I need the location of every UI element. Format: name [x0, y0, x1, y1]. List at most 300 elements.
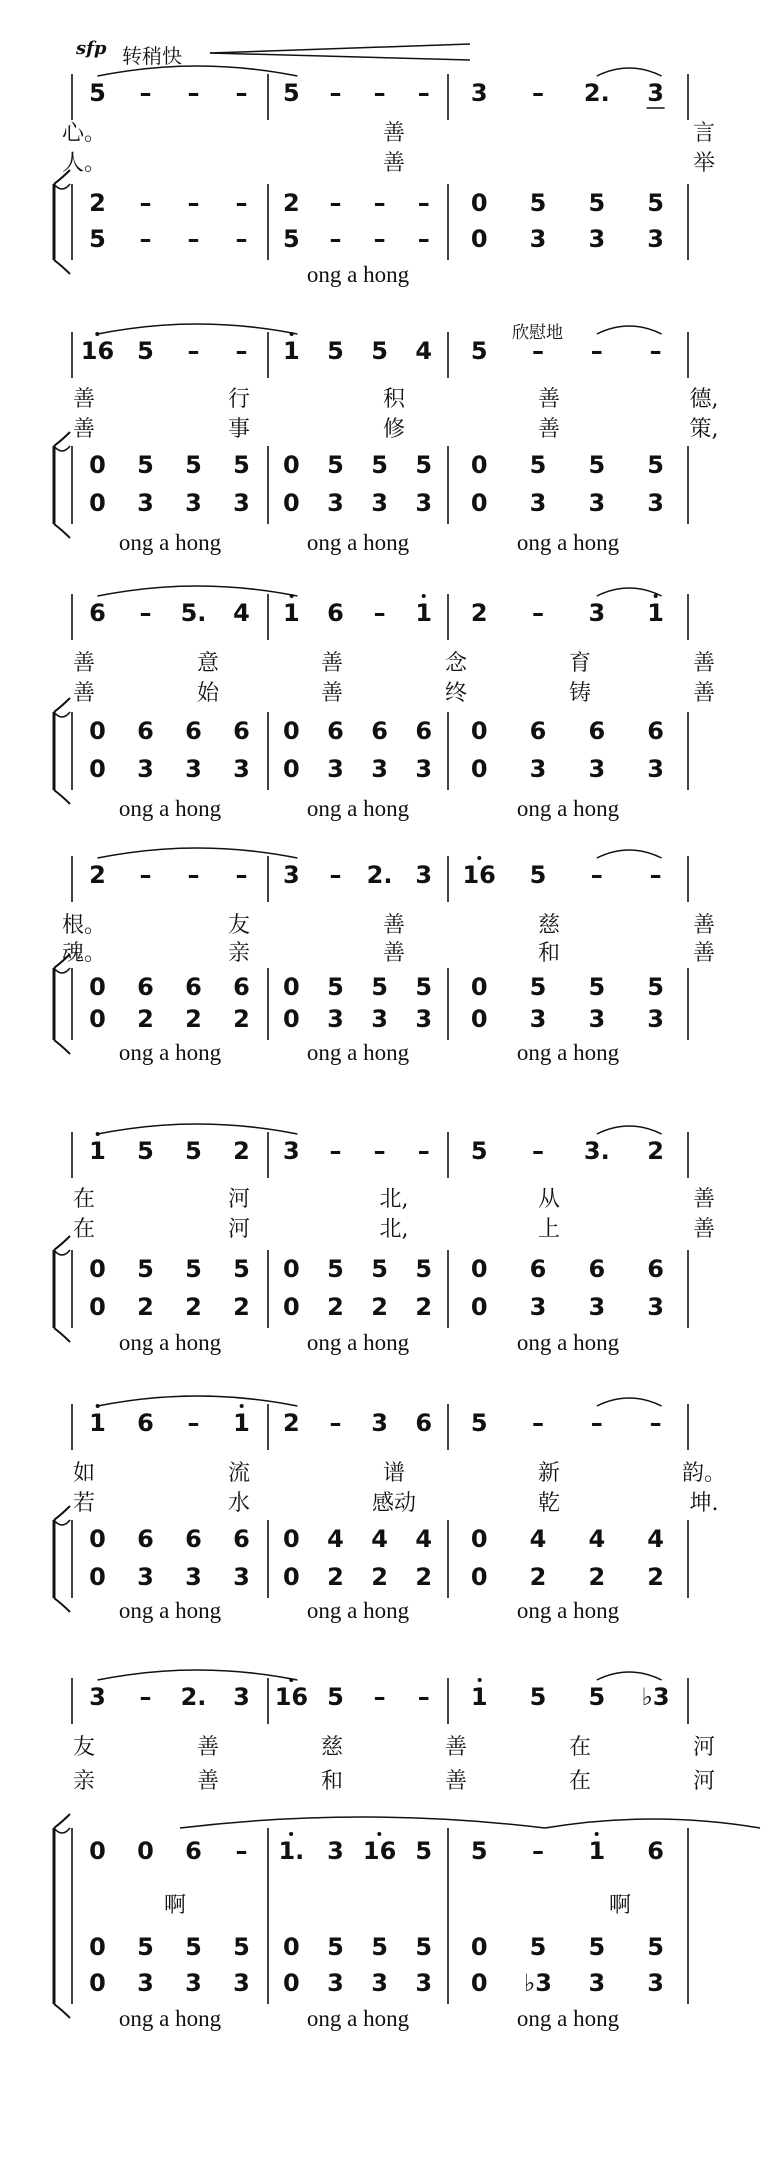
note-digit: – — [417, 79, 430, 107]
note-digit: 0 — [283, 1563, 300, 1591]
jianpu-note — [415, 1970, 432, 1996]
jianpu-note — [371, 1564, 388, 1590]
jianpu-note — [89, 1564, 106, 1590]
jianpu-note — [89, 862, 106, 888]
high-octave-dot — [422, 594, 426, 598]
note-digit: 6 — [529, 1255, 547, 1283]
jianpu-note — [371, 452, 388, 478]
bracket-top-curl — [54, 698, 70, 712]
jianpu-note — [137, 718, 154, 744]
note-digit: 6 — [529, 717, 547, 745]
note-digit: – — [235, 1837, 248, 1865]
note-digit: 2 — [137, 1005, 154, 1033]
jianpu-note — [588, 490, 605, 516]
note-digit: 3 — [647, 755, 664, 783]
dash-note — [532, 1138, 544, 1164]
dash-note — [418, 190, 430, 216]
note-digit: 5 — [588, 189, 606, 217]
note-digit: 5 — [233, 451, 250, 479]
jianpu-note — [233, 1256, 250, 1282]
note-digit: 3. — [583, 1137, 610, 1165]
note-digit: 3 — [470, 79, 488, 107]
jianpu-note — [588, 452, 605, 478]
jianpu-note — [471, 338, 488, 364]
bracket-top — [54, 1828, 70, 1833]
note-digit: – — [649, 861, 662, 889]
note-digit: 5 — [415, 451, 433, 479]
jianpu-note — [185, 1256, 202, 1282]
note-digit: 5 — [233, 1255, 250, 1283]
jianpu-note — [471, 1838, 488, 1864]
jianpu-note — [283, 80, 300, 106]
jianpu-note — [233, 452, 250, 478]
note-digit: 2. — [583, 79, 610, 107]
choir-syllables: ong a hong — [118, 530, 222, 555]
note-digit: 5 — [470, 1137, 488, 1165]
jianpu-note — [233, 600, 250, 626]
jianpu-note — [137, 490, 154, 516]
note-digit: 3 — [137, 489, 154, 517]
note-digit: 5 — [371, 337, 388, 365]
note-digit: 6 — [327, 599, 344, 627]
note-digit: 0 — [470, 973, 488, 1001]
melody-slur — [97, 1670, 297, 1680]
dash-note — [330, 1138, 342, 1164]
jianpu-note — [415, 490, 432, 516]
lyric-verse-2: 河 — [692, 1769, 716, 1794]
note-digit: 3 — [185, 755, 202, 783]
note-digit: – — [532, 1137, 544, 1165]
note-digit: 1 — [233, 1410, 250, 1436]
note-digit: 2 — [529, 1563, 547, 1591]
dash-note — [236, 862, 248, 888]
bracket-bottom — [54, 1328, 70, 1342]
jianpu-note — [471, 600, 488, 626]
note-digit: 5 — [327, 337, 344, 365]
tempo-marking-2: 欣慰地 — [512, 323, 563, 343]
jianpu-note — [471, 756, 488, 782]
note-digit: 5 — [371, 1255, 388, 1283]
bracket-bottom — [54, 260, 70, 274]
lyric-verse-1: 河 — [692, 1735, 716, 1760]
jianpu-note — [588, 1526, 605, 1552]
jianpu-note — [588, 190, 605, 216]
note-digit: 2 — [327, 1293, 344, 1321]
jianpu-note — [327, 1526, 344, 1552]
note-digit: 6 — [185, 1525, 202, 1553]
note-digit: 4 — [371, 1525, 388, 1553]
note-digit: 0 — [137, 1837, 154, 1865]
jianpu-note — [471, 226, 488, 252]
jianpu-note — [185, 1294, 202, 1320]
jianpu-note — [471, 80, 488, 106]
jianpu-note — [415, 1256, 432, 1282]
lyric-verse-1: 善 — [692, 651, 716, 676]
jianpu-note — [327, 600, 344, 626]
note-digit: – — [187, 337, 200, 365]
note-digit: 2 — [415, 1293, 433, 1321]
lyric-verse-1: 友 — [227, 913, 251, 938]
note-digit: 5 — [185, 1255, 202, 1283]
lyric-verse-1: 谱 — [382, 1461, 406, 1486]
jianpu-note — [647, 80, 664, 106]
note-digit: 0 — [470, 717, 488, 745]
note-digit: 2 — [89, 861, 106, 889]
jianpu-note — [471, 1934, 488, 1960]
jianpu-note — [283, 1006, 300, 1032]
melody-slur — [97, 848, 297, 858]
note-digit: 3 — [588, 225, 606, 253]
dash-note — [532, 1410, 544, 1436]
jianpu-note — [647, 452, 664, 478]
jianpu-note — [233, 1564, 250, 1590]
lyric-verse-2: 善 — [692, 1217, 716, 1242]
jianpu-note — [137, 1934, 154, 1960]
note-digit: 3 — [327, 1837, 344, 1865]
dash-note — [374, 80, 386, 106]
jianpu-note — [530, 1684, 547, 1710]
jianpu-note — [588, 718, 605, 744]
note-digit: 0 — [283, 1005, 300, 1033]
solo-lyric: 啊 — [608, 1893, 632, 1918]
note-digit: 5 — [588, 451, 606, 479]
melody-slur — [597, 1126, 662, 1134]
bracket-bottom — [54, 524, 70, 538]
lyric-verse-1: 韵。 — [681, 1461, 727, 1486]
lyric-verse-2: 乾 — [537, 1491, 561, 1516]
jianpu-note — [471, 1294, 488, 1320]
dash-note — [330, 226, 342, 252]
choir-syllables: ong a hong — [516, 2006, 620, 2031]
dash-note — [140, 190, 152, 216]
jianpu-note — [415, 1294, 432, 1320]
note-digit: 2 — [137, 1293, 154, 1321]
jianpu-note — [89, 718, 106, 744]
jianpu-note — [471, 1526, 488, 1552]
dash-note — [591, 862, 603, 888]
note-digit: 16 — [363, 1838, 396, 1864]
note-digit: 5 — [371, 451, 388, 479]
note-digit: – — [417, 225, 430, 253]
jianpu-note — [371, 1970, 388, 1996]
choir-syllables: ong a hong — [118, 2006, 222, 2031]
dash-note — [418, 1138, 430, 1164]
lyric-verse-2: 事 — [227, 417, 251, 442]
choir-syllables: ong a hong — [516, 530, 620, 555]
lyric-verse-2: 善 — [320, 681, 344, 706]
jianpu-note — [89, 756, 106, 782]
lyric-verse-2: 在 — [72, 1217, 96, 1242]
jianpu-note — [371, 490, 388, 516]
note-digit: 0 — [470, 489, 488, 517]
bracket-top — [54, 446, 70, 451]
high-octave-dot — [289, 594, 293, 598]
lyric-verse-1: 言 — [692, 121, 716, 146]
jianpu-note — [185, 1970, 202, 1996]
melody-slur — [597, 326, 662, 334]
note-digit: 4 — [529, 1525, 547, 1553]
lyric-verse-1: 行 — [227, 387, 251, 412]
lyric-verse-1: 念 — [444, 651, 468, 676]
jianpu-note — [530, 1526, 547, 1552]
note-digit: – — [649, 337, 662, 365]
note-digit: 6 — [137, 1409, 154, 1437]
note-digit: 5 — [137, 451, 154, 479]
note-digit: – — [187, 79, 200, 107]
note-digit: 5 — [137, 1255, 154, 1283]
note-digit: 5 — [283, 225, 300, 253]
jianpu-note — [283, 190, 300, 216]
bracket-top — [54, 1250, 70, 1255]
jianpu-note — [588, 1970, 605, 1996]
jianpu-note — [137, 1138, 154, 1164]
note-digit: – — [235, 189, 248, 217]
note-digit: – — [373, 225, 386, 253]
note-digit: 1 — [415, 600, 432, 626]
bracket-bottom — [54, 790, 70, 804]
jianpu-note — [415, 1934, 432, 1960]
note-digit: 3 — [371, 1409, 388, 1437]
dash-note — [330, 862, 342, 888]
note-digit: 16 — [275, 1684, 308, 1710]
lyric-verse-1: 积 — [382, 387, 406, 412]
lyric-verse-2: 铸 — [568, 681, 592, 706]
dash-note — [418, 80, 430, 106]
lyric-verse-2: 终 — [444, 681, 468, 706]
note-digit: 5 — [529, 973, 547, 1001]
bracket-top — [54, 1520, 70, 1525]
jianpu-note — [588, 1564, 605, 1590]
note-digit: 0 — [89, 489, 106, 517]
lyric-verse-2: 策, — [689, 417, 719, 442]
jianpu-note — [137, 756, 154, 782]
lyric-verse-2: 善 — [444, 1769, 468, 1794]
high-octave-dot — [595, 1832, 599, 1836]
note-digit: 0 — [470, 1005, 488, 1033]
jianpu-note — [647, 1838, 664, 1864]
jianpu-note — [530, 756, 547, 782]
dash-note — [188, 226, 200, 252]
note-digit: 0 — [283, 1933, 300, 1961]
note-digit: 6 — [371, 717, 388, 745]
note-digit: 0 — [470, 1563, 488, 1591]
choir-syllables: ong a hong — [118, 1040, 222, 1065]
note-digit: 0 — [470, 225, 488, 253]
note-digit: – — [373, 599, 386, 627]
note-digit: – — [139, 189, 152, 217]
note-digit: 0 — [283, 451, 300, 479]
bracket-bottom — [54, 1598, 70, 1612]
jianpu-note — [185, 1934, 202, 1960]
jianpu-note — [363, 1838, 396, 1864]
jianpu-note — [185, 974, 202, 1000]
note-digit: 3 — [588, 1969, 606, 1997]
note-digit: 0 — [283, 973, 300, 1001]
dash-note — [188, 338, 200, 364]
note-digit: – — [187, 1409, 200, 1437]
note-digit: 3 — [327, 755, 344, 783]
note-digit: 6 — [647, 1255, 664, 1283]
note-digit: 3 — [233, 489, 250, 517]
jianpu-note — [327, 1970, 344, 1996]
lyric-verse-1: 善 — [444, 1735, 468, 1760]
note-digit: 5 — [327, 451, 344, 479]
jianpu-note — [415, 1006, 432, 1032]
jianpu-note — [647, 1526, 664, 1552]
note-digit: 4 — [415, 1525, 433, 1553]
solo-lyric: 啊 — [163, 1893, 187, 1918]
choir-syllables: ong a hong — [516, 1040, 620, 1065]
bracket-bottom — [54, 2004, 70, 2018]
jianpu-note — [371, 1256, 388, 1282]
lyric-verse-1: 善 — [692, 913, 716, 938]
note-digit: 2 — [327, 1563, 344, 1591]
jianpu-note — [137, 974, 154, 1000]
note-digit: 4 — [588, 1525, 606, 1553]
note-digit: 3 — [415, 489, 433, 517]
lyric-verse-2: 水 — [227, 1491, 251, 1516]
melody-slur — [97, 324, 297, 334]
note-digit: 0 — [470, 451, 488, 479]
jianpu-note — [181, 600, 207, 626]
jianpu-note — [530, 718, 547, 744]
bracket-bottom — [54, 1040, 70, 1054]
note-digit: 2 — [647, 1563, 664, 1591]
note-digit: – — [139, 599, 152, 627]
jianpu-note — [185, 756, 202, 782]
note-digit: 6 — [137, 717, 154, 745]
jianpu-note — [137, 1526, 154, 1552]
jianpu-note — [471, 718, 488, 744]
jianpu-note — [647, 600, 664, 626]
jianpu-note — [89, 1410, 106, 1436]
jianpu-note — [371, 338, 388, 364]
choir-syllables: ong a hong — [306, 530, 410, 555]
note-digit: 3 — [371, 1969, 388, 1997]
high-octave-dot — [289, 1832, 293, 1836]
jianpu-note — [530, 974, 547, 1000]
jianpu-note — [137, 1256, 154, 1282]
melody-slur — [97, 1124, 297, 1134]
dash-note — [374, 600, 386, 626]
lyric-verse-1: 慈 — [537, 913, 561, 938]
note-digit: 0 — [89, 1969, 106, 1997]
phrase-slur — [180, 1817, 545, 1828]
note-digit: 2 — [283, 1409, 300, 1437]
note-digit: 5 — [529, 1683, 547, 1711]
note-digit: 0 — [89, 973, 106, 1001]
lyric-verse-2: 亲 — [72, 1769, 96, 1794]
dash-note — [650, 1410, 662, 1436]
note-digit: – — [532, 1409, 544, 1437]
note-digit: 2 — [371, 1563, 388, 1591]
note-digit: 5 — [327, 1933, 344, 1961]
note-digit: – — [532, 1837, 544, 1865]
note-digit: – — [329, 1137, 342, 1165]
jianpu-note — [530, 1934, 547, 1960]
jianpu-note — [327, 974, 344, 1000]
dash-note — [650, 862, 662, 888]
dash-note — [532, 338, 544, 364]
note-digit: – — [590, 337, 603, 365]
note-digit: 4 — [327, 1525, 344, 1553]
jianpu-note — [471, 1138, 488, 1164]
jianpu-note — [233, 974, 250, 1000]
jianpu-note — [471, 190, 488, 216]
note-digit: 5 — [588, 1683, 606, 1711]
jianpu-note — [89, 600, 106, 626]
note-digit: 2 — [185, 1293, 202, 1321]
note-digit: 5 — [137, 1137, 154, 1165]
note-digit: 5 — [137, 337, 154, 365]
jianpu-note — [471, 974, 488, 1000]
jianpu-note — [81, 338, 114, 364]
note-digit: – — [187, 225, 200, 253]
lyric-verse-2: 坤. — [689, 1491, 719, 1516]
note-digit: 5 — [415, 1933, 433, 1961]
jianpu-note — [283, 1526, 300, 1552]
note-digit: 2 — [283, 189, 300, 217]
high-octave-dot — [95, 1404, 99, 1408]
jianpu-note — [137, 1564, 154, 1590]
note-digit: 6 — [137, 973, 154, 1001]
jianpu-note — [233, 718, 250, 744]
jianpu-note — [283, 1934, 300, 1960]
note-digit: – — [532, 599, 544, 627]
note-digit: 0 — [283, 1969, 300, 1997]
jianpu-note — [89, 190, 106, 216]
bracket-top-curl — [54, 1814, 70, 1828]
jianpu-note — [233, 1006, 250, 1032]
note-digit: 1 — [283, 600, 300, 626]
jianpu-note — [137, 338, 154, 364]
dash-note — [236, 338, 248, 364]
note-digit: 5 — [185, 1933, 202, 1961]
note-digit: 3 — [588, 755, 606, 783]
note-digit: 0 — [89, 1933, 106, 1961]
jianpu-note — [647, 226, 664, 252]
note-digit: 1 — [647, 600, 664, 626]
jianpu-note — [647, 490, 664, 516]
bracket-top — [54, 968, 70, 973]
note-digit: 6 — [327, 717, 344, 745]
jianpu-note — [283, 1138, 300, 1164]
jianpu-note — [647, 1564, 664, 1590]
note-digit: – — [329, 79, 342, 107]
high-octave-dot — [477, 1678, 481, 1682]
lyric-verse-2: 举 — [692, 151, 716, 176]
note-digit: 3 — [137, 1563, 154, 1591]
jianpu-note — [283, 1564, 300, 1590]
jianpu-note — [137, 1006, 154, 1032]
note-digit: 3 — [588, 1005, 606, 1033]
jianpu-note — [283, 974, 300, 1000]
jianpu-note — [471, 1256, 488, 1282]
note-digit: ♭3 — [523, 1969, 553, 1997]
jianpu-note — [415, 1564, 432, 1590]
note-digit: 5 — [588, 973, 606, 1001]
jianpu-note — [588, 1256, 605, 1282]
choir-syllables: ong a hong — [516, 1330, 620, 1355]
note-digit: 6 — [647, 717, 664, 745]
jianpu-note — [647, 190, 664, 216]
note-digit: 3 — [185, 1563, 202, 1591]
jianpu-note — [415, 1526, 432, 1552]
jianpu-note — [588, 756, 605, 782]
lyric-verse-1: 善 — [72, 387, 96, 412]
note-digit: 5 — [588, 1933, 606, 1961]
note-digit: 3 — [647, 489, 664, 517]
